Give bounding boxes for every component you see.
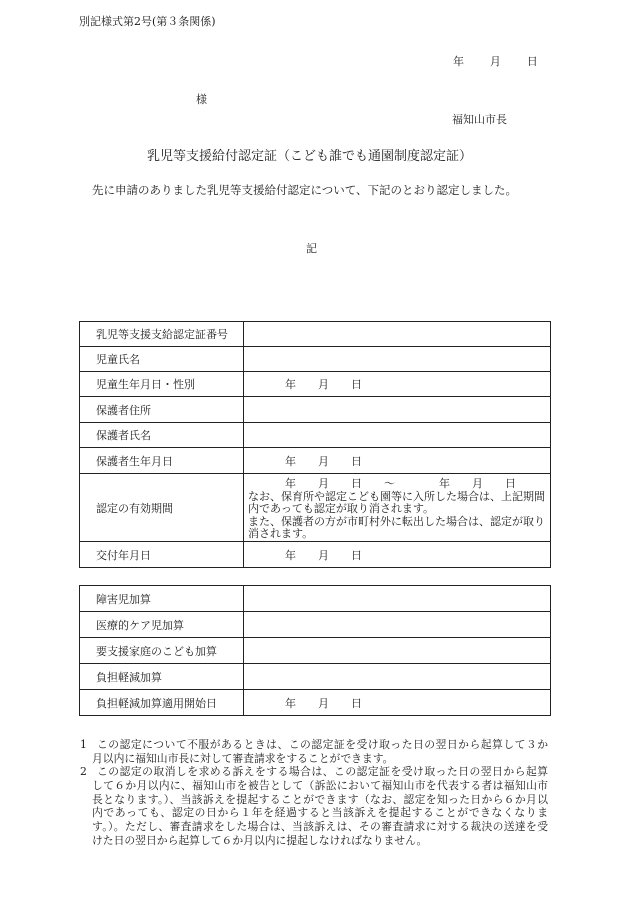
row-label: 医療的ケア児加算 (80, 612, 244, 637)
row-issue-date (80, 542, 550, 567)
row-child-name (80, 347, 550, 372)
row-medical-care-addition (80, 612, 550, 638)
issue-date-blank: 年 月 日 (453, 55, 540, 68)
row-value-date: 年 月 日 (285, 548, 362, 562)
footnote-line: 長となります。）、当該訴えを提起することができます（なお、認定を知った日から６か月以 (92, 792, 548, 806)
validity-note-line: 消されます。 (248, 526, 314, 540)
footnote-line: けた日の翌日から起算して６か月以内に提起しなければなりません。 (92, 833, 428, 847)
recipient-honorific: 様 (196, 93, 207, 106)
row-value-blank (244, 638, 550, 663)
row-value-blank (244, 322, 550, 346)
row-label: 負担軽減加算 (80, 664, 244, 689)
footnote-line: この認定について不服があるときは、この認定証を受け取った日の翌日から起算して３か (97, 738, 548, 751)
footnote-line: 月以内に福知山市長に対して審査請求をすることができます。 (92, 751, 394, 765)
validity-note-line: なお、保育所や認定こども園等に入所した場合は、上記期間 (248, 490, 545, 503)
row-value-blank (244, 664, 550, 689)
row-value-blank (244, 586, 550, 611)
footnote-number: 1 (80, 738, 87, 751)
row-value-date: 年 月 日 (285, 696, 362, 710)
row-value-date: 年 月 日 (285, 454, 362, 468)
footnote-item (80, 738, 550, 765)
row-value-date: 年 月 日 (285, 378, 362, 391)
row-burden-reduction-addition (80, 664, 550, 690)
row-validity-period (80, 474, 550, 542)
footnote-line: して６か月以内に、福知山市を被告として（訴訟において福知山市を代表する者は福知山市 (92, 779, 548, 793)
row-label: 負担軽減加算適用開始日 (80, 690, 244, 715)
addition-table (79, 585, 551, 716)
row-label: 児童氏名 (80, 347, 244, 371)
row-child-birthdate-sex (80, 372, 550, 397)
intro-sentence: 先に申請のありました乳児等支援給付認定について、下記のとおり認定しました。 (92, 183, 518, 197)
footnotes (80, 738, 550, 848)
validity-date-range: 年 月 日 ～ 年 月 日 (285, 477, 516, 490)
row-burden-reduction-start-date (80, 690, 550, 715)
row-guardian-name (80, 423, 550, 448)
form-number: 別記様式第2号(第３条関係) (79, 15, 216, 28)
row-value-blank (244, 347, 550, 371)
row-guardian-address (80, 397, 550, 423)
row-label: 認定の有効期間 (80, 474, 244, 541)
row-label: 児童生年月日・性別 (80, 372, 244, 396)
footnote-number: 2 (80, 765, 87, 779)
row-label: 保護者生年月日 (80, 448, 244, 473)
validity-note-line: 内であっても認定が取り消されます。 (248, 502, 435, 516)
issuer-name: 福知山市長 (452, 113, 507, 126)
row-label: 交付年月日 (80, 542, 244, 567)
row-label: 保護者住所 (80, 397, 244, 422)
row-label: 障害児加算 (80, 586, 244, 611)
row-certificate-number (80, 322, 550, 347)
validity-note-line: また、保護者の方が市町村外に転出した場合は、認定が取り (248, 514, 545, 528)
row-guardian-birthdate (80, 448, 550, 474)
row-value-blank (244, 397, 550, 422)
footnote-line: この認定の取消しを求める訴えをする場合は、この認定証を受け取った日の翌日から起算 (97, 765, 548, 779)
row-label: 乳児等支援支給認定証番号 (80, 322, 244, 346)
row-value-blank (244, 612, 550, 637)
footnote-item (80, 765, 550, 847)
row-support-family-addition (80, 638, 550, 664)
row-label: 保護者氏名 (80, 423, 244, 447)
footnote-line: 内であっても、認定の日から１年を経過すると当該訴えを提起することができなくなりま (92, 806, 548, 820)
document-title: 乳児等支援給付認定証（こども誰でも通園制度認定証） (147, 149, 473, 164)
validity-period-cell (244, 474, 550, 541)
footnote-line: す。）。ただし、審査請求をした場合は、当該訴えは、その審査請求に対する裁決の送達を受 (92, 820, 548, 834)
ki-heading: 記 (306, 242, 317, 255)
certificate-table (79, 321, 551, 568)
row-value-blank (244, 423, 550, 447)
row-label: 要支援家庭のこども加算 (80, 638, 244, 663)
row-disabled-child-addition (80, 586, 550, 612)
